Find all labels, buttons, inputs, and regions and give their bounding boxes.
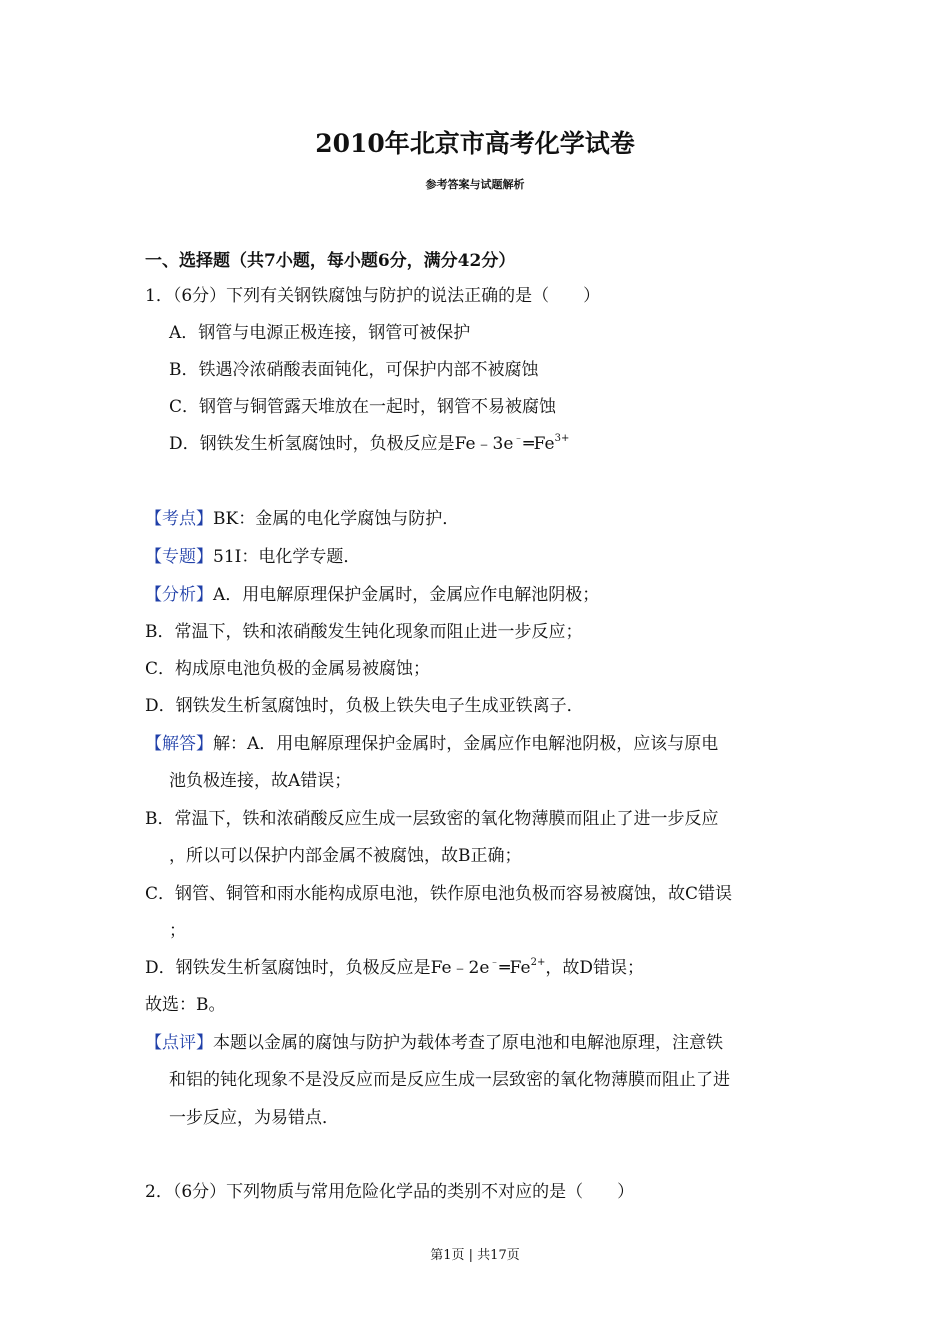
question-1-option-c: C．钢管与铜管露天堆放在一起时，钢管不易被腐蚀 bbox=[169, 397, 557, 417]
dianping-2: 和铝的钝化现象不是没反应而是反应生成一层致密的氧化物薄膜而阻止了进 bbox=[169, 1070, 730, 1090]
kaodian-tag: 【考点】 bbox=[145, 509, 213, 529]
zhuanti-text: 51I：电化学专题． bbox=[213, 547, 361, 567]
dianping-1: 本题以金属的腐蚀与防护为载体考查了原电池和电解池原理，注意铁 bbox=[213, 1033, 723, 1053]
fenxi-b: B．常温下，铁和浓硝酸发生钝化现象而阻止进一步反应； bbox=[145, 622, 583, 642]
jieda-d-text: D．钢铁发生析氢腐蚀时，负极反应是Fe﹣2e bbox=[145, 958, 490, 978]
page-footer: 第1页 | 共17页 bbox=[430, 1248, 520, 1263]
fenxi-tag: 【分析】 bbox=[145, 585, 213, 605]
jieda-a2: 池负极连接，故A错误； bbox=[169, 771, 352, 791]
fenxi-line bbox=[145, 584, 599, 606]
jieda-c2: ； bbox=[169, 921, 186, 941]
jieda-c1: C．钢管、铜管和雨水能构成原电池，铁作原电池负极而容易被腐蚀，故C错误 bbox=[145, 884, 733, 904]
option-d-text: D．钢铁发生析氢腐蚀时，负极反应是Fe﹣3e bbox=[169, 434, 514, 454]
dianping-tag: 【点评】 bbox=[145, 1033, 213, 1053]
question-1-stem: 1．（6分）下列有关钢铁腐蚀与防护的说法正确的是（ ） bbox=[145, 286, 601, 306]
jieda-b1: B．常温下，铁和浓硝酸反应生成一层致密的氧化物薄膜而阻止了进一步反应 bbox=[145, 809, 719, 829]
jieda-tag: 【解答】 bbox=[145, 734, 213, 754]
jieda-d bbox=[145, 957, 644, 979]
page-title: 2010年北京市高考化学试卷 bbox=[315, 129, 635, 158]
question-1-option-b: B．铁遇冷浓硝酸表面钝化，可保护内部不被腐蚀 bbox=[169, 360, 539, 380]
section-heading: 一、选择题（共7小题，每小题6分，满分42分） bbox=[145, 251, 516, 271]
option-d-sup-charge: ﹣ bbox=[513, 433, 524, 444]
option-d-mid: ═Fe bbox=[523, 434, 555, 454]
jieda-d-end: ，故D错误； bbox=[545, 958, 644, 978]
page-subtitle: 参考答案与试题解析 bbox=[425, 178, 525, 191]
zhuanti-tag: 【专题】 bbox=[145, 547, 213, 567]
dianping-line bbox=[145, 1032, 723, 1054]
kaodian-line bbox=[145, 508, 459, 530]
question-1-option-d bbox=[169, 433, 569, 455]
jieda-d-sup-ion: 2+ bbox=[530, 957, 546, 968]
jieda-line bbox=[145, 733, 718, 755]
zhuanti-line bbox=[145, 546, 360, 568]
question-2-stem: 2．（6分）下列物质与常用危险化学品的类别不对应的是（ ） bbox=[145, 1182, 635, 1202]
jieda-b2: ，所以可以保护内部金属不被腐蚀，故B正确； bbox=[169, 846, 522, 866]
answer-choice: 故选：B。 bbox=[145, 995, 226, 1015]
fenxi-c: C．构成原电池负极的金属易被腐蚀； bbox=[145, 659, 431, 679]
option-d-sup-ion: 3+ bbox=[554, 433, 570, 444]
jieda-d-sup-charge: ﹣ bbox=[489, 957, 500, 968]
jieda-d-mid: ═Fe bbox=[499, 958, 531, 978]
dianping-3: 一步反应，为易错点． bbox=[169, 1108, 339, 1128]
fenxi-a: A．用电解原理保护金属时，金属应作电解池阴极； bbox=[213, 585, 600, 605]
question-1-option-a: A．钢管与电源正极连接，钢管可被保护 bbox=[169, 323, 471, 343]
jieda-a1: 解：A．用电解原理保护金属时，金属应作电解池阴极，应该与原电 bbox=[213, 734, 719, 754]
kaodian-text: BK：金属的电化学腐蚀与防护． bbox=[213, 509, 460, 529]
fenxi-d: D．钢铁发生析氢腐蚀时，负极上铁失电子生成亚铁离子． bbox=[145, 696, 584, 716]
